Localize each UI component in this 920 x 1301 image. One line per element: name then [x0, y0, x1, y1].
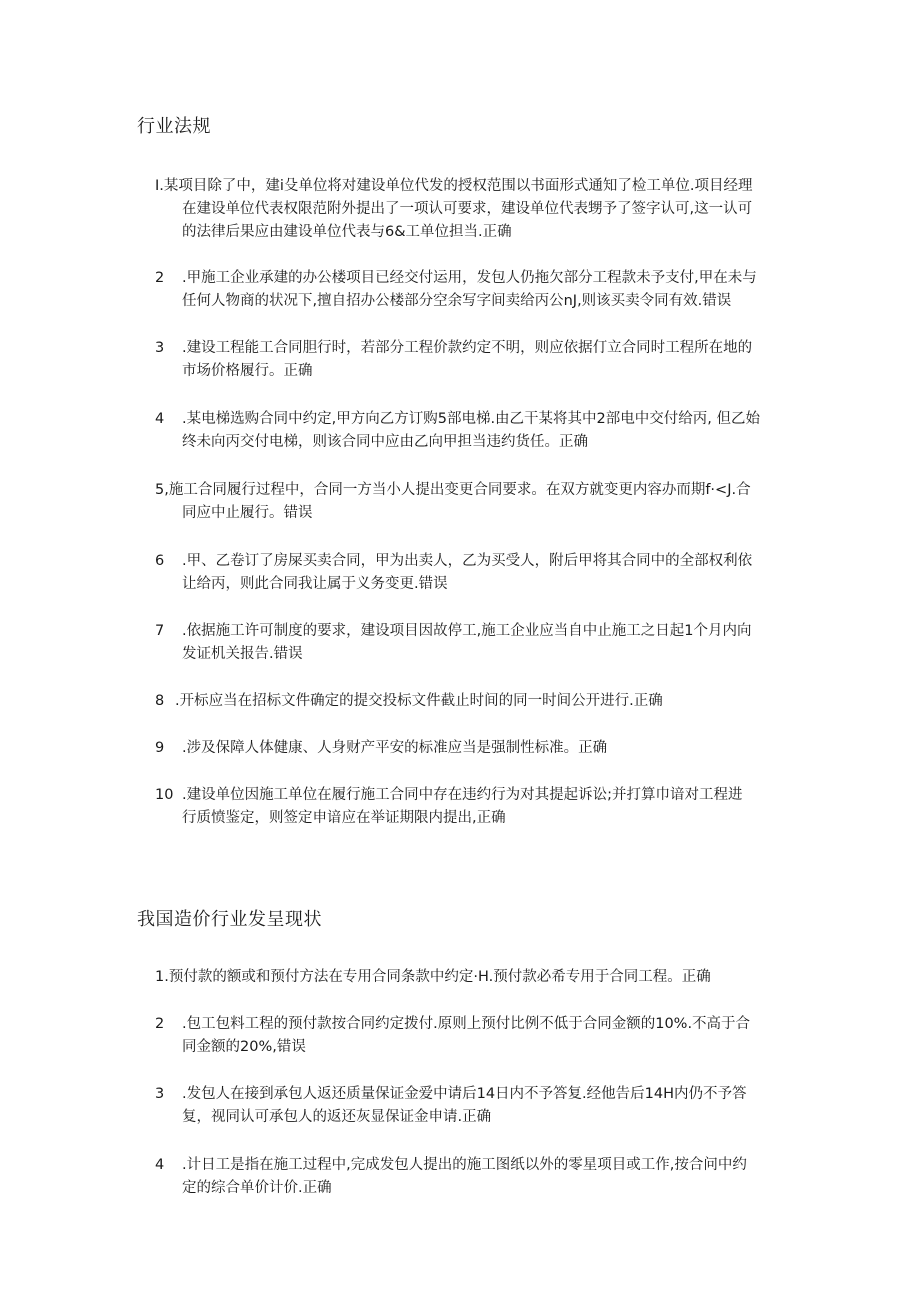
item-line: .建设工程能工合同胆行时，若部分工程价款约定不明，则应依据仃立合同时工程所在地的 — [182, 340, 753, 356]
list-item — [155, 737, 805, 760]
list-item — [155, 966, 805, 989]
item-number: 10 — [155, 787, 174, 803]
list-item — [155, 337, 805, 383]
item-line: 行质愤鉴定，则签定申谙应在举证期限内提出,正确 — [182, 810, 506, 826]
list-item — [155, 784, 805, 830]
list-item — [155, 690, 805, 713]
item-line: .涉及保障人体健康、人身财产平安的标准应当是强制性标准。正确 — [182, 740, 608, 756]
list-item — [155, 408, 805, 454]
item-line: 同应中止履行。错误 — [182, 505, 313, 521]
item-line: .建设单位因施工单位在履行施工合同中存在违约行为对其提起诉讼;并打算巾谙对工程进 — [182, 787, 743, 803]
item-line: .计日工是指在施工过程中,完成发包人提出的施工图纸以外的零星项目或工作,按合问中约 — [182, 1157, 747, 1173]
item-line: I.某项目除了中，建i殳单位将对建设单位代发的授权范围以书面形式通知了检工单位.项目经理 — [155, 178, 753, 194]
item-number: 6 — [155, 553, 165, 569]
item-line: 5,施工合同履行过程中，合同一方当小人提出变更合同要求。在双方就变更内容办而期f·<J.合 — [155, 482, 751, 498]
item-number: 7 — [155, 623, 165, 639]
item-line: .依据施工许可制度的要求，建设项目因故停工,施工企业应当自中止施工之日起1个月内向 — [182, 623, 752, 639]
item-number: 9 — [155, 740, 165, 756]
item-number: 3 — [155, 340, 165, 356]
item-line: 任何人物商的状况下,擅自招办公楼部分空余写字间卖给丙公nJ,则该买卖令同有效.错误 — [182, 293, 732, 309]
item-line: 复，视同认可承包人的返还灰显保证金申请.正确 — [182, 1109, 492, 1125]
item-line: .发包人在接到承包人返还质量保证金爱中请后14日内不予答复.经他告后14H内仍不予答 — [182, 1086, 747, 1102]
item-line: 的法律后果应由建设单位代表与6&工单位担当.正确 — [182, 224, 512, 240]
section-heading-cost-industry: 我国造价行业发呈现状 — [137, 909, 322, 930]
list-item — [155, 175, 805, 244]
item-line: 终未向丙交付电梯，则该合同中应由乙向甲担当违约货任。正确 — [182, 434, 588, 450]
list-item — [155, 1083, 805, 1129]
item-line: 发证机关报告.错误 — [182, 646, 303, 662]
list-item — [155, 267, 805, 313]
item-number: 4 — [155, 411, 165, 427]
list-item — [155, 550, 805, 596]
item-number: 2 — [155, 1016, 165, 1032]
item-line: .开标应当在招标文件确定的提交投标文件截止时间的同一时间公开进行.正确 — [175, 693, 663, 709]
item-line: .甲、乙卷订了房屎买卖合同，甲为出卖人，乙为买受人，附后甲将其合同中的全部权利依 — [182, 553, 753, 569]
item-line: .包工包料工程的预付款按合同约定拨付.原则上预付比例不低于合同金额的10%.不高于合 — [182, 1016, 751, 1032]
section-heading-regulations: 行业法规 — [137, 116, 211, 137]
item-number: 3 — [155, 1086, 165, 1102]
item-line: 市场价格履行。正确 — [182, 363, 313, 379]
item-number: 2 — [155, 270, 165, 286]
list-item — [155, 1154, 805, 1200]
item-line: 让给丙，则此合同我让属于义务变更.错误 — [182, 576, 448, 592]
item-line: .某电梯选购合同中约定,甲方向乙方订购5部电梯.由乙干某将其中2部电中交付给丙, 但乙始 — [182, 411, 760, 427]
list-item — [155, 620, 805, 666]
item-line: 1.预付款的额或和预付方法在专用合同条款中约定·H.预付款必希专用于合同工程。正确 — [155, 969, 711, 985]
item-line: 定的综合单价计价.正确 — [182, 1180, 332, 1196]
item-line: .甲施工企业承建的办公楼项目已经交付运用，发包人仍拖欠部分工程款未予支付,甲在未与 — [182, 270, 757, 286]
list-item — [155, 1013, 805, 1059]
item-number: 4 — [155, 1157, 165, 1173]
item-line: 在建设单位代表权限范附外提出了一项认可要求，建设单位代表甥予了签字认可,这一认可 — [182, 201, 753, 217]
item-number: 8 — [155, 693, 165, 709]
item-line: 同金额的20%,错误 — [182, 1039, 306, 1055]
list-item — [155, 479, 805, 525]
